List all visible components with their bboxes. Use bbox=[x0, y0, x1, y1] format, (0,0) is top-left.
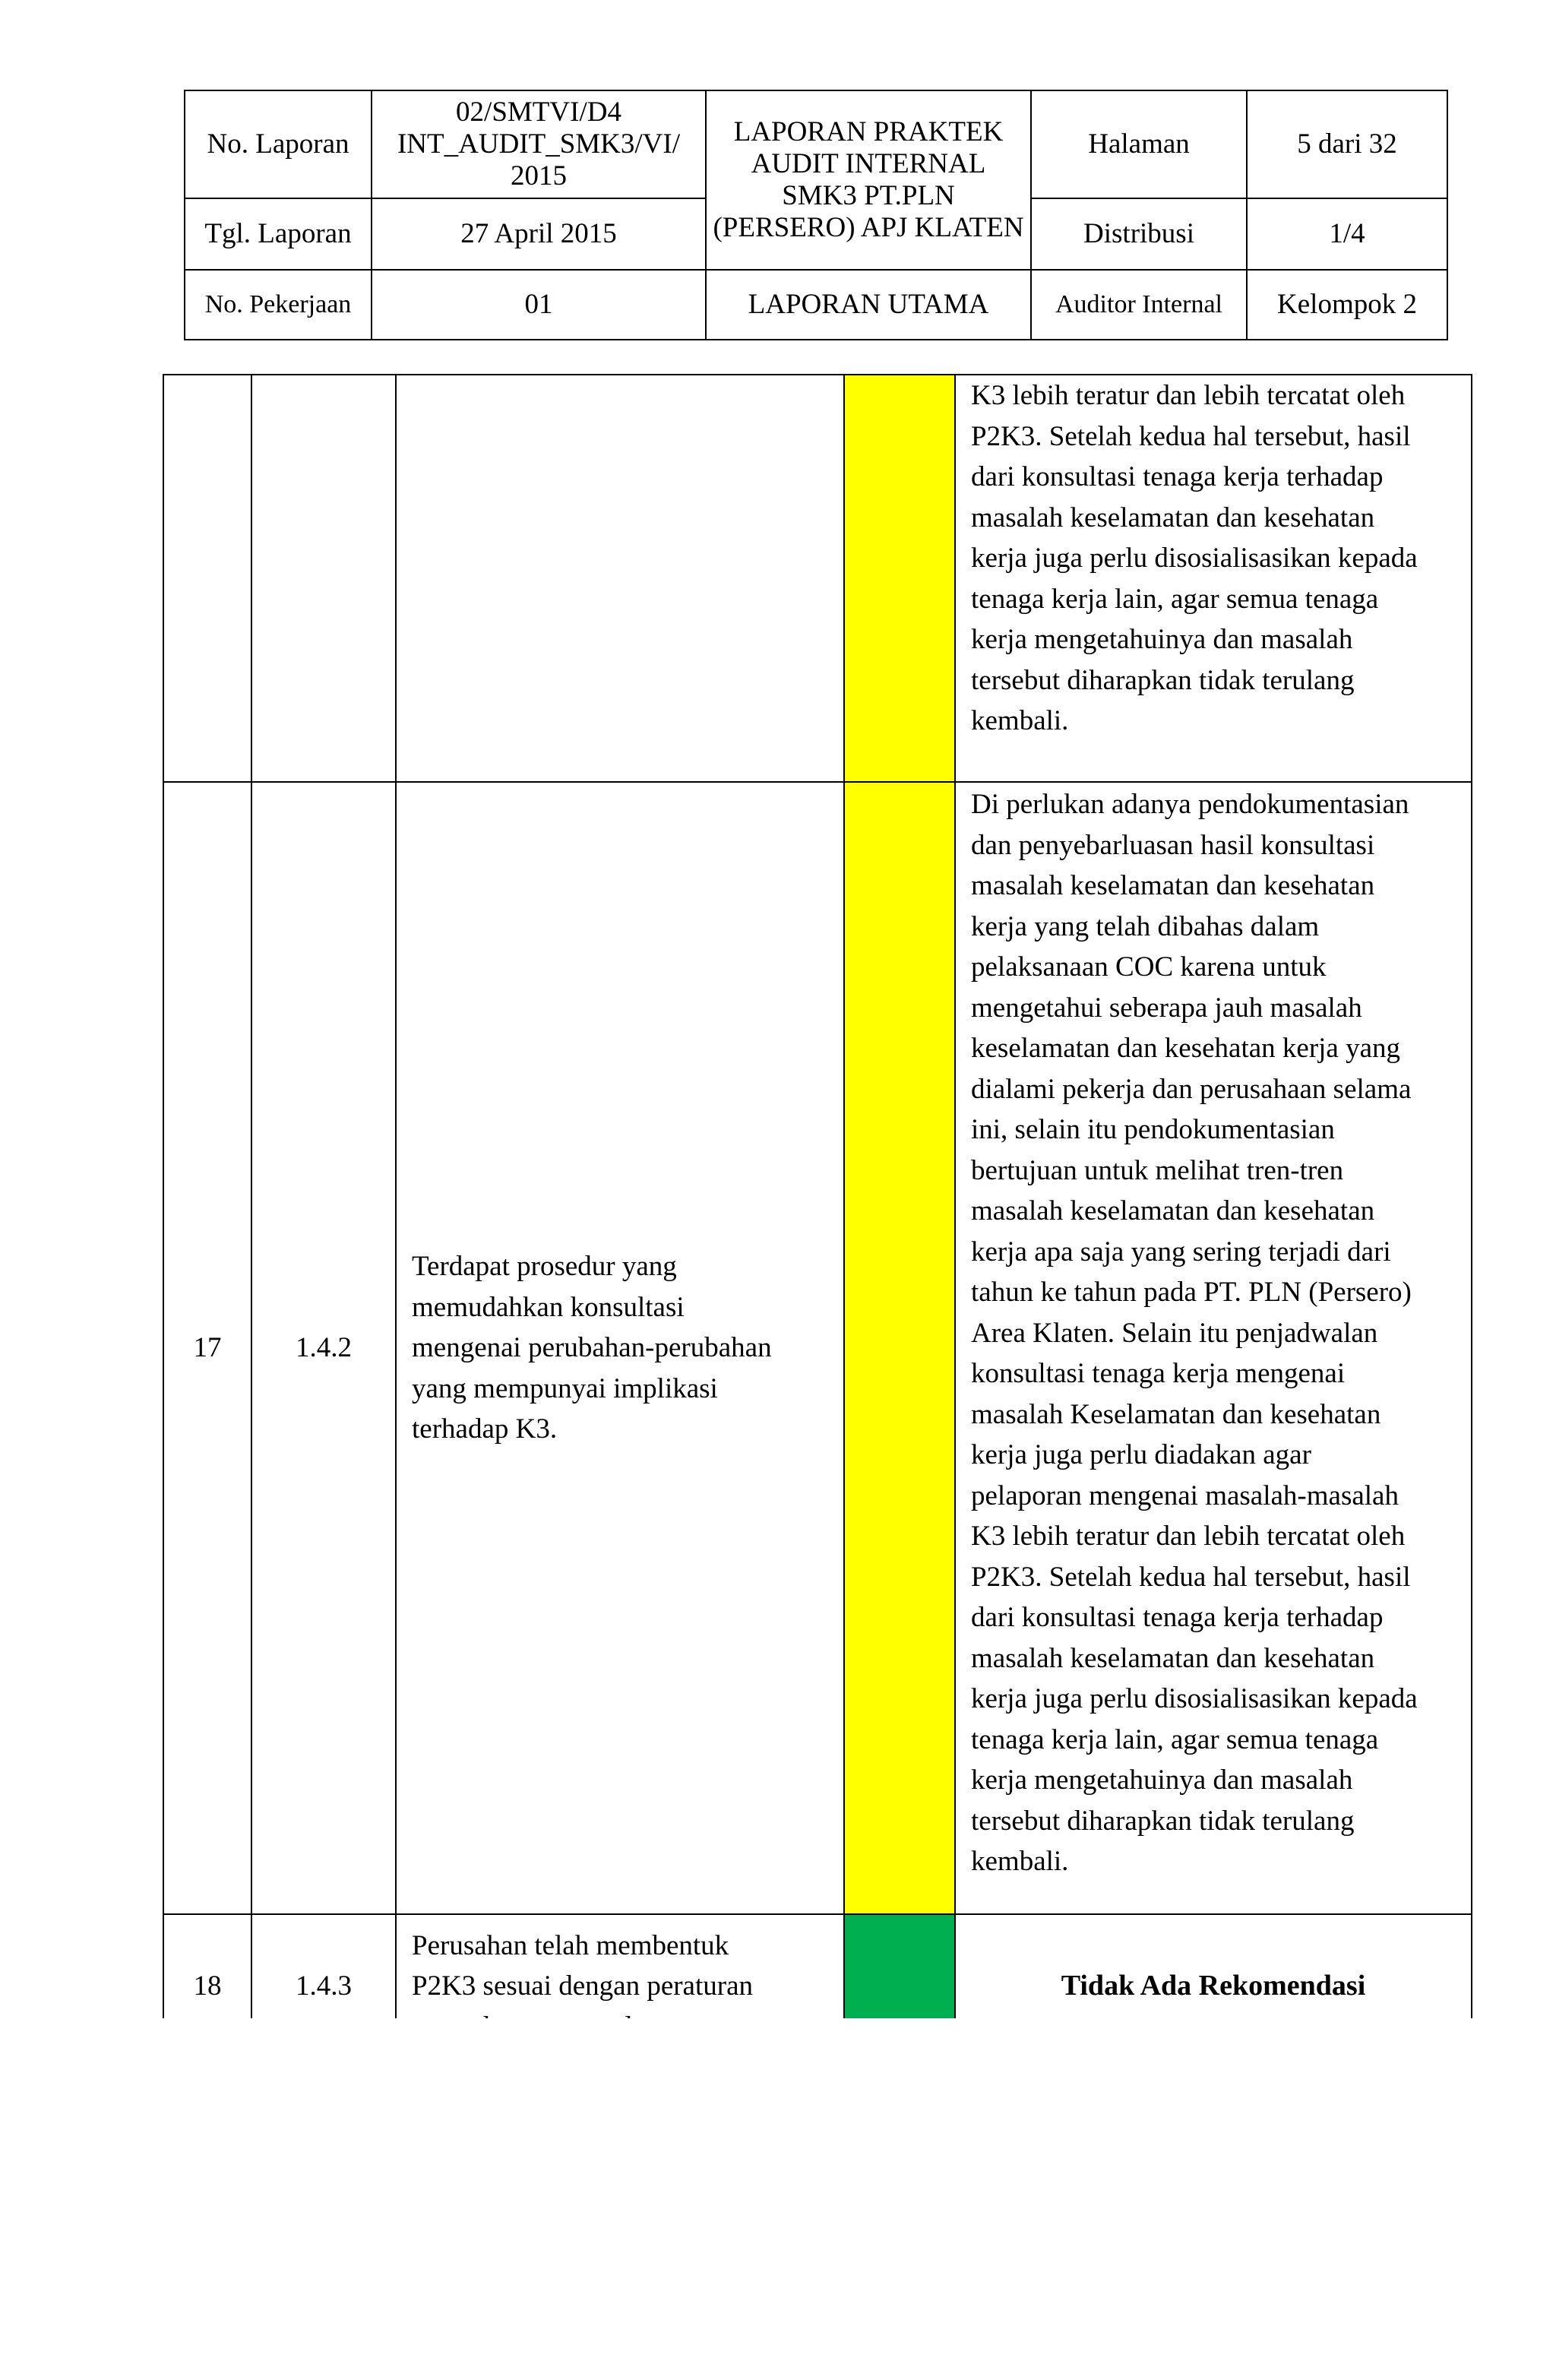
recommendation-line: tahun ke tahun pada PT. PLN (Persero) bbox=[971, 1277, 1412, 1308]
recommendation-line: tersebut diharapkan tidak terulang bbox=[971, 1805, 1355, 1837]
criteria-line: P2K3 sesuai dengan peraturan bbox=[412, 1970, 754, 2002]
recommendation-line: kembali. bbox=[971, 1846, 1069, 1877]
recommendation-line: tersebut diharapkan tidak terulang bbox=[971, 664, 1355, 696]
recommendation-line: P2K3. Setelah kedua hal tersebut, hasil bbox=[971, 1561, 1411, 1593]
criteria-line: terhadap K3. bbox=[412, 1413, 558, 1445]
halaman-label: Halaman bbox=[1031, 90, 1247, 198]
recommendation-text: Tidak Ada Rekomendasi bbox=[955, 1914, 1472, 2059]
recommendation-line: mengetahui seberapa jauh masalah bbox=[971, 992, 1362, 1024]
criteria-line: yang mempunyai implikasi bbox=[412, 1372, 718, 1404]
recommendation-line: tenaga kerja lain, agar semua tenaga bbox=[971, 583, 1379, 615]
recommendation-line: masalah keselamatan dan kesehatan bbox=[971, 1195, 1375, 1226]
criteria-line: mengenai perubahan-perubahan bbox=[412, 1332, 772, 1364]
recommendation-line: kerja juga perlu disosialisasikan kepada bbox=[971, 1683, 1418, 1714]
recommendation-line: konsultasi tenaga kerja mengenai bbox=[971, 1358, 1346, 1389]
row-number bbox=[163, 375, 251, 782]
auditor-label: Auditor Internal bbox=[1031, 270, 1247, 340]
recommendation-line: dan penyebarluasan hasil konsultasi bbox=[971, 829, 1375, 861]
recommendation-line: kerja mengetahuinya dan masalah bbox=[971, 624, 1353, 655]
criteria-text bbox=[396, 782, 844, 1914]
recommendation-line: kerja yang telah dibahas dalam bbox=[971, 910, 1320, 942]
status-indicator-yellow bbox=[844, 782, 955, 1914]
recommendation-text bbox=[955, 782, 1472, 1914]
auditor-value: Kelompok 2 bbox=[1247, 270, 1447, 340]
recommendation-line: kerja juga perlu diadakan agar bbox=[971, 1439, 1311, 1470]
row-number: 17 bbox=[163, 782, 251, 1914]
recommendation-line: pelaksanaan COC karena untuk bbox=[971, 951, 1327, 983]
criteria-text bbox=[396, 375, 844, 782]
recommendation-line: K3 lebih teratur dan lebih tercatat oleh bbox=[971, 1521, 1406, 1552]
recommendation-line: kerja juga perlu disosialisasikan kepada bbox=[971, 543, 1418, 574]
table-row bbox=[163, 375, 1472, 782]
recommendation-line: kerja mengetahuinya dan masalah bbox=[971, 1764, 1353, 1796]
recommendation-line: masalah Keselamatan dan kesehatan bbox=[971, 1398, 1381, 1430]
recommendation-line: Di perlukan adanya pendokumentasian bbox=[971, 789, 1409, 820]
criteria-line: memudahkan konsultasi bbox=[412, 1291, 685, 1323]
criteria-line: Terdapat prosedur yang bbox=[412, 1251, 677, 1283]
recommendation-line: masalah keselamatan dan kesehatan bbox=[971, 1642, 1375, 1674]
criteria-code: 1.4.3 bbox=[251, 1914, 396, 2059]
laporan-utama: LAPORAN UTAMA bbox=[706, 270, 1031, 340]
table-row bbox=[163, 782, 1472, 1914]
halaman-value: 5 dari 32 bbox=[1247, 90, 1447, 198]
no-pekerjaan-value: 01 bbox=[372, 270, 706, 340]
tgl-laporan-label: Tgl. Laporan bbox=[185, 198, 372, 270]
recommendation-line: masalah keselamatan dan kesehatan bbox=[971, 870, 1375, 901]
recommendation-line: Area Klaten. Selain itu penjadwalan bbox=[971, 1317, 1378, 1349]
recommendation-line: ini, selain itu pendokumentasian bbox=[971, 1114, 1335, 1145]
report-header-table bbox=[184, 90, 1448, 340]
criteria-code bbox=[251, 375, 396, 782]
recommendation-line: keselamatan dan kesehatan kerja yang bbox=[971, 1033, 1401, 1064]
row-number: 18 bbox=[163, 1914, 251, 2059]
recommendation-line: dari konsultasi tenaga kerja terhadap bbox=[971, 1602, 1384, 1633]
recommendation-line: dari konsultasi tenaga kerja terhadap bbox=[971, 461, 1384, 492]
no-pekerjaan-label: No. Pekerjaan bbox=[185, 270, 372, 340]
criteria-line: Perusahan telah membentuk bbox=[412, 1929, 729, 1961]
recommendation-line: pelaporan mengenai masalah-masalah bbox=[971, 1480, 1399, 1511]
recommendation-line: kembali. bbox=[971, 705, 1069, 736]
recommendation-line: tenaga kerja lain, agar semua tenaga bbox=[971, 1723, 1379, 1755]
status-indicator-yellow bbox=[844, 375, 955, 782]
tgl-laporan-value: 27 April 2015 bbox=[372, 198, 706, 270]
recommendation-line: P2K3. Setelah kedua hal tersebut, hasil bbox=[971, 420, 1411, 452]
recommendation-line: dialami pekerja dan perusahaan selama bbox=[971, 1073, 1412, 1105]
no-laporan-label: No. Laporan bbox=[185, 90, 372, 198]
recommendation-text bbox=[955, 375, 1472, 782]
report-title: LAPORAN PRAKTEK AUDIT INTERNAL SMK3 PT.PLN (PERSERO) APJ KLATEN bbox=[706, 90, 1031, 270]
recommendation-line: kerja apa saja yang sering terjadi dari bbox=[971, 1236, 1391, 1268]
recommendation-line: masalah keselamatan dan kesehatan bbox=[971, 502, 1375, 533]
criteria-code: 1.4.2 bbox=[251, 782, 396, 1914]
audit-findings-table bbox=[163, 374, 1472, 2059]
distribusi-label: Distribusi bbox=[1031, 198, 1247, 270]
no-laporan-value: 02/SMTVI/D4 INT_AUDIT_SMK3/VI/ 2015 bbox=[372, 90, 706, 198]
recommendation-line: bertujuan untuk melihat tren-tren bbox=[971, 1154, 1344, 1186]
page-cutoff-blank bbox=[0, 2018, 1556, 2380]
distribusi-value: 1/4 bbox=[1247, 198, 1447, 270]
recommendation-line: K3 lebih teratur dan lebih tercatat oleh bbox=[971, 380, 1406, 411]
